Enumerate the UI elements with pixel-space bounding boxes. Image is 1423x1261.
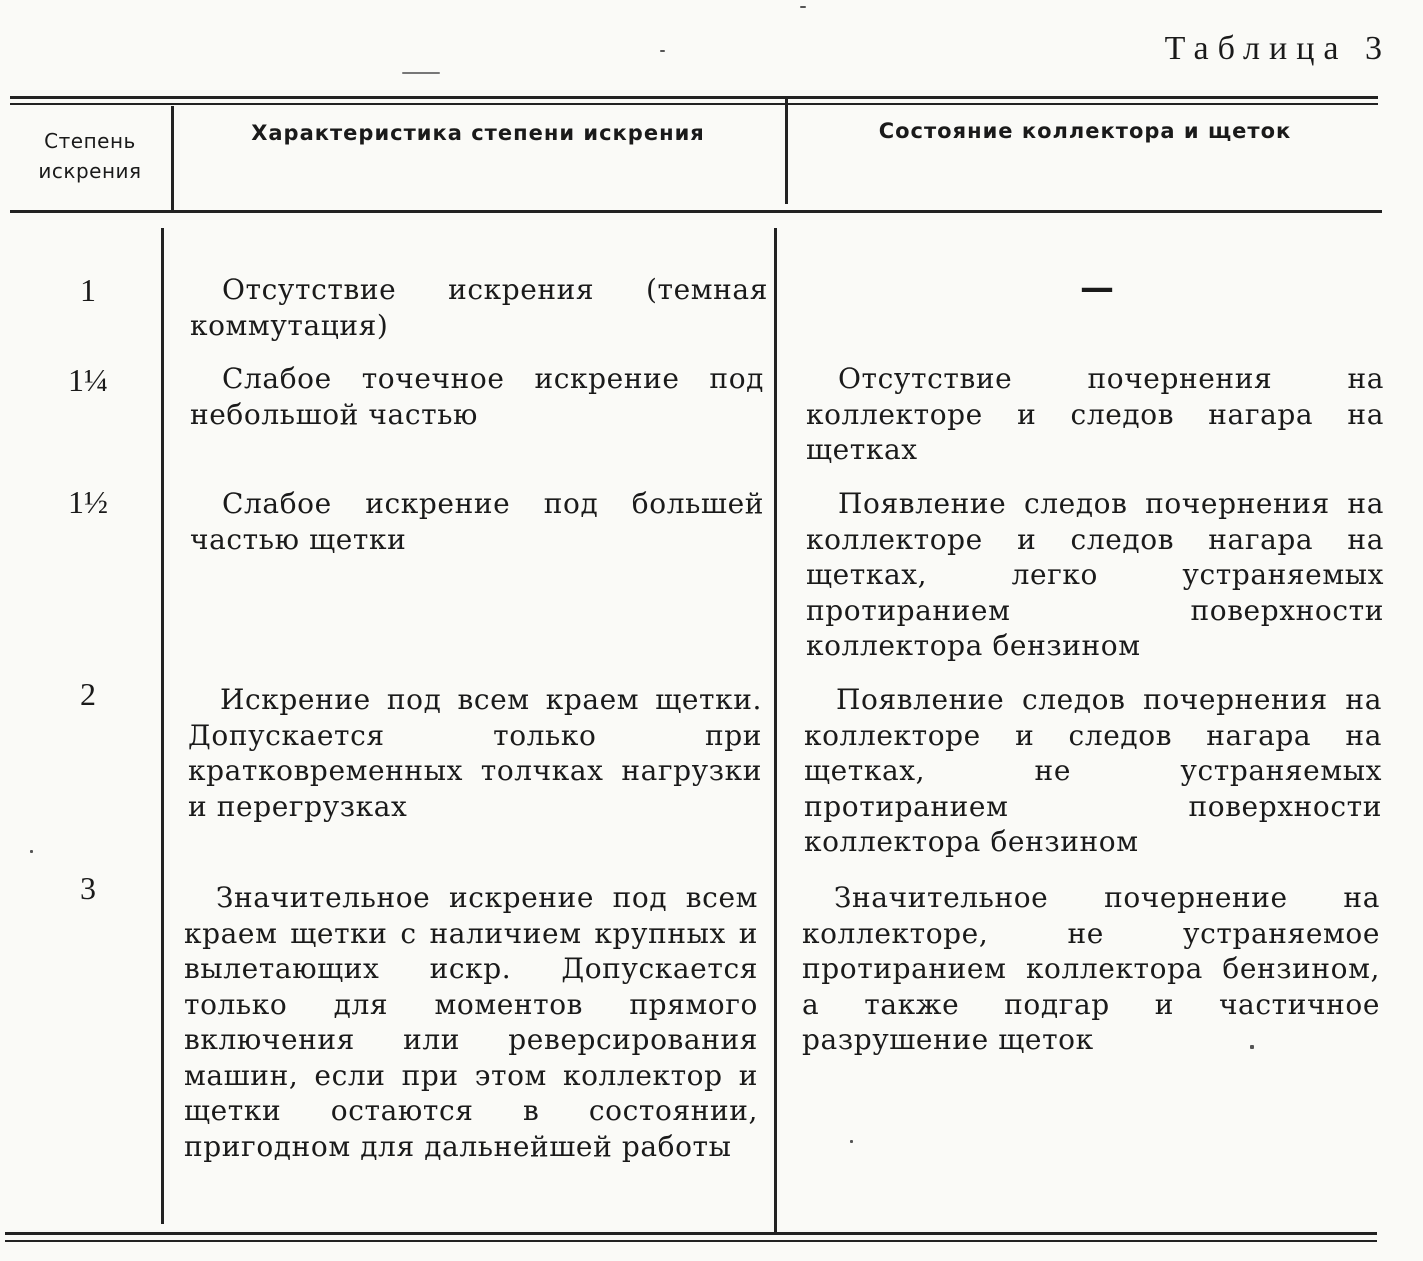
top-rule (10, 96, 1378, 99)
scan-speck (1250, 1045, 1254, 1049)
bottom-rule-secondary (5, 1240, 1377, 1242)
header-divider-2 (785, 98, 788, 204)
row-characteristic: Искрение под всем краем щетки. Допускается только при кратковременных толчках нагрузки и перегрузках (188, 683, 762, 823)
scan-speck (30, 850, 33, 853)
top-rule-secondary (10, 103, 1378, 105)
header-bottom-rule (10, 210, 1382, 213)
row-degree: 1½ (68, 484, 108, 520)
row-characteristic: Значительное искрение под всем краем щетки с наличием крупных и вылетающих искр. Допускается только для моментов прямого включения или реверсирования машин, если при этом коллектор и щетки остаются в состоянии, пригодном для дальнейшей работы (184, 881, 758, 1163)
header-characteristic: Характеристика степени искрения (251, 121, 705, 145)
row-degree: 1 (80, 272, 96, 308)
body-divider-1 (161, 228, 164, 1224)
row-state: Появление следов почернения на коллекторе и следов нагара на щетках, не устраняемых протиранием поверхности коллектора бензином (804, 683, 1382, 858)
row-state: Появление следов почернения на коллекторе и следов нагара на щетках, легко устраняемых протиранием поверхности коллектора бензином (806, 487, 1384, 662)
scan-speck (850, 1140, 853, 1143)
row-degree: 2 (80, 676, 96, 712)
row-degree: 3 (80, 870, 96, 906)
bottom-rule (5, 1232, 1377, 1235)
scan-speck (402, 72, 440, 74)
row-characteristic: Слабое точечное искрение под небольшой частью (190, 362, 764, 431)
row-degree: 1¼ (68, 362, 108, 398)
row-state: Отсутствие почернения на коллекторе и следов нагара на щетках (806, 362, 1384, 466)
row-characteristic: Слабое искрение под большей частью щетки (190, 487, 764, 556)
table-caption: Таблица 3 (1164, 30, 1391, 67)
row-characteristic: Отсутствие искрения (темная коммутация) (190, 273, 768, 342)
row-state-empty: — (1080, 268, 1114, 308)
row-state: Значительное почернение на коллекторе, не устраняемое протиранием коллектора бензином, а также подгар и частичное разрушение щеток (802, 881, 1380, 1056)
header-divider-1 (171, 106, 174, 210)
scan-speck (800, 6, 806, 8)
scan-speck (660, 50, 665, 52)
header-state: Состояние коллектора и щеток (878, 119, 1292, 143)
body-divider-2 (774, 228, 777, 1234)
header-degree: Степень искрения (38, 129, 142, 183)
